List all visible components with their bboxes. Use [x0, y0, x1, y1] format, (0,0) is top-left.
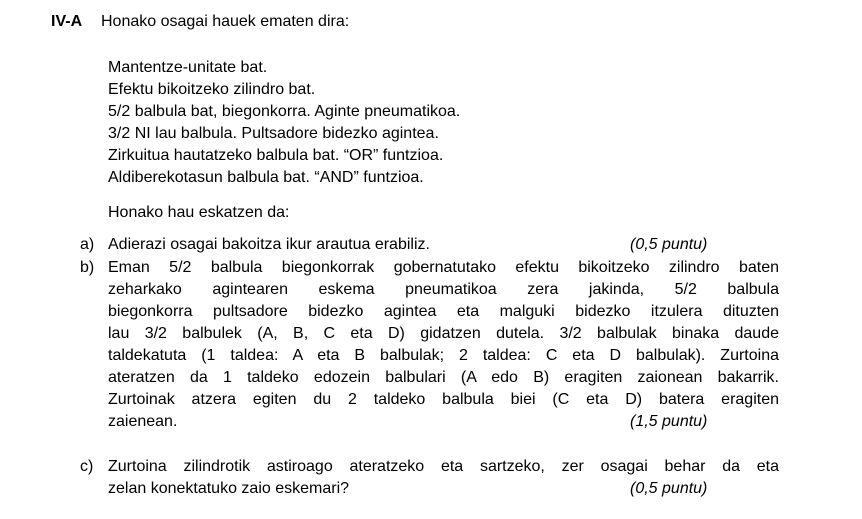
component-item: Efektu bikoitzeko zilindro bat.: [108, 81, 316, 98]
component-item: Mantentze-unitate bat.: [108, 59, 268, 76]
task-marker: a): [80, 236, 95, 253]
task-line: ateratzen da 1 taldeko edozein balbulari (A edo B) eragiten zaionean bakarrik.: [108, 369, 779, 386]
component-item: Zirkuitua hautatzeko balbula bat. “OR” funtzioa.: [108, 147, 444, 164]
task-line: zeharkako agintearen eskema pneumatikoa zera jakinda, 5/2 balbula: [108, 281, 779, 298]
requests-intro: Honako hau eskatzen da:: [108, 204, 290, 221]
task-line: taldekatuta (1 taldea: A eta B balbulak; 2 taldea: C eta D balbulak). Zurtoina: [108, 347, 779, 364]
task-points: (0,5 puntu): [630, 236, 708, 253]
task-line: Eman 5/2 balbula biegonkorrak gobernatutako efektu bikoitzeko zilindro baten: [108, 259, 779, 276]
task-line: zelan konektatuko zaio eskemari?: [108, 480, 350, 497]
task-marker: c): [80, 458, 94, 475]
task-points: (0,5 puntu): [630, 480, 708, 497]
component-item: 3/2 NI lau balbula. Pultsadore bidezko agintea.: [108, 125, 439, 142]
task-line: Adierazi osagai bakoitza ikur arautua erabiliz.: [108, 236, 430, 253]
task-line: biegonkorra pultsadore bidezko agintea eta malguki bidezko itzulera dituzten: [108, 303, 779, 320]
task-line: zaienean.: [108, 413, 178, 430]
exercise-label: IV-A: [51, 13, 83, 30]
component-item: 5/2 balbula bat, biegonkorra. Aginte pneumatikoa.: [108, 103, 461, 120]
task-marker: b): [80, 259, 95, 276]
task-line: Zurtoinak atzera egiten du 2 taldeko balbula biei (C eta D) batera eragiten: [108, 391, 779, 408]
exercise-intro: Honako osagai hauek ematen dira:: [101, 13, 350, 30]
component-item: Aldiberekotasun balbula bat. “AND” funtzioa.: [108, 169, 424, 186]
task-points: (1,5 puntu): [630, 413, 708, 430]
task-line: lau 3/2 balbulek (A, B, C eta D) gidatzen dutela. 3/2 balbulak binaka daude: [108, 325, 779, 342]
task-line: Zurtoina zilindrotik astiroago ateratzeko eta sartzeko, zer osagai behar da eta: [108, 458, 779, 475]
